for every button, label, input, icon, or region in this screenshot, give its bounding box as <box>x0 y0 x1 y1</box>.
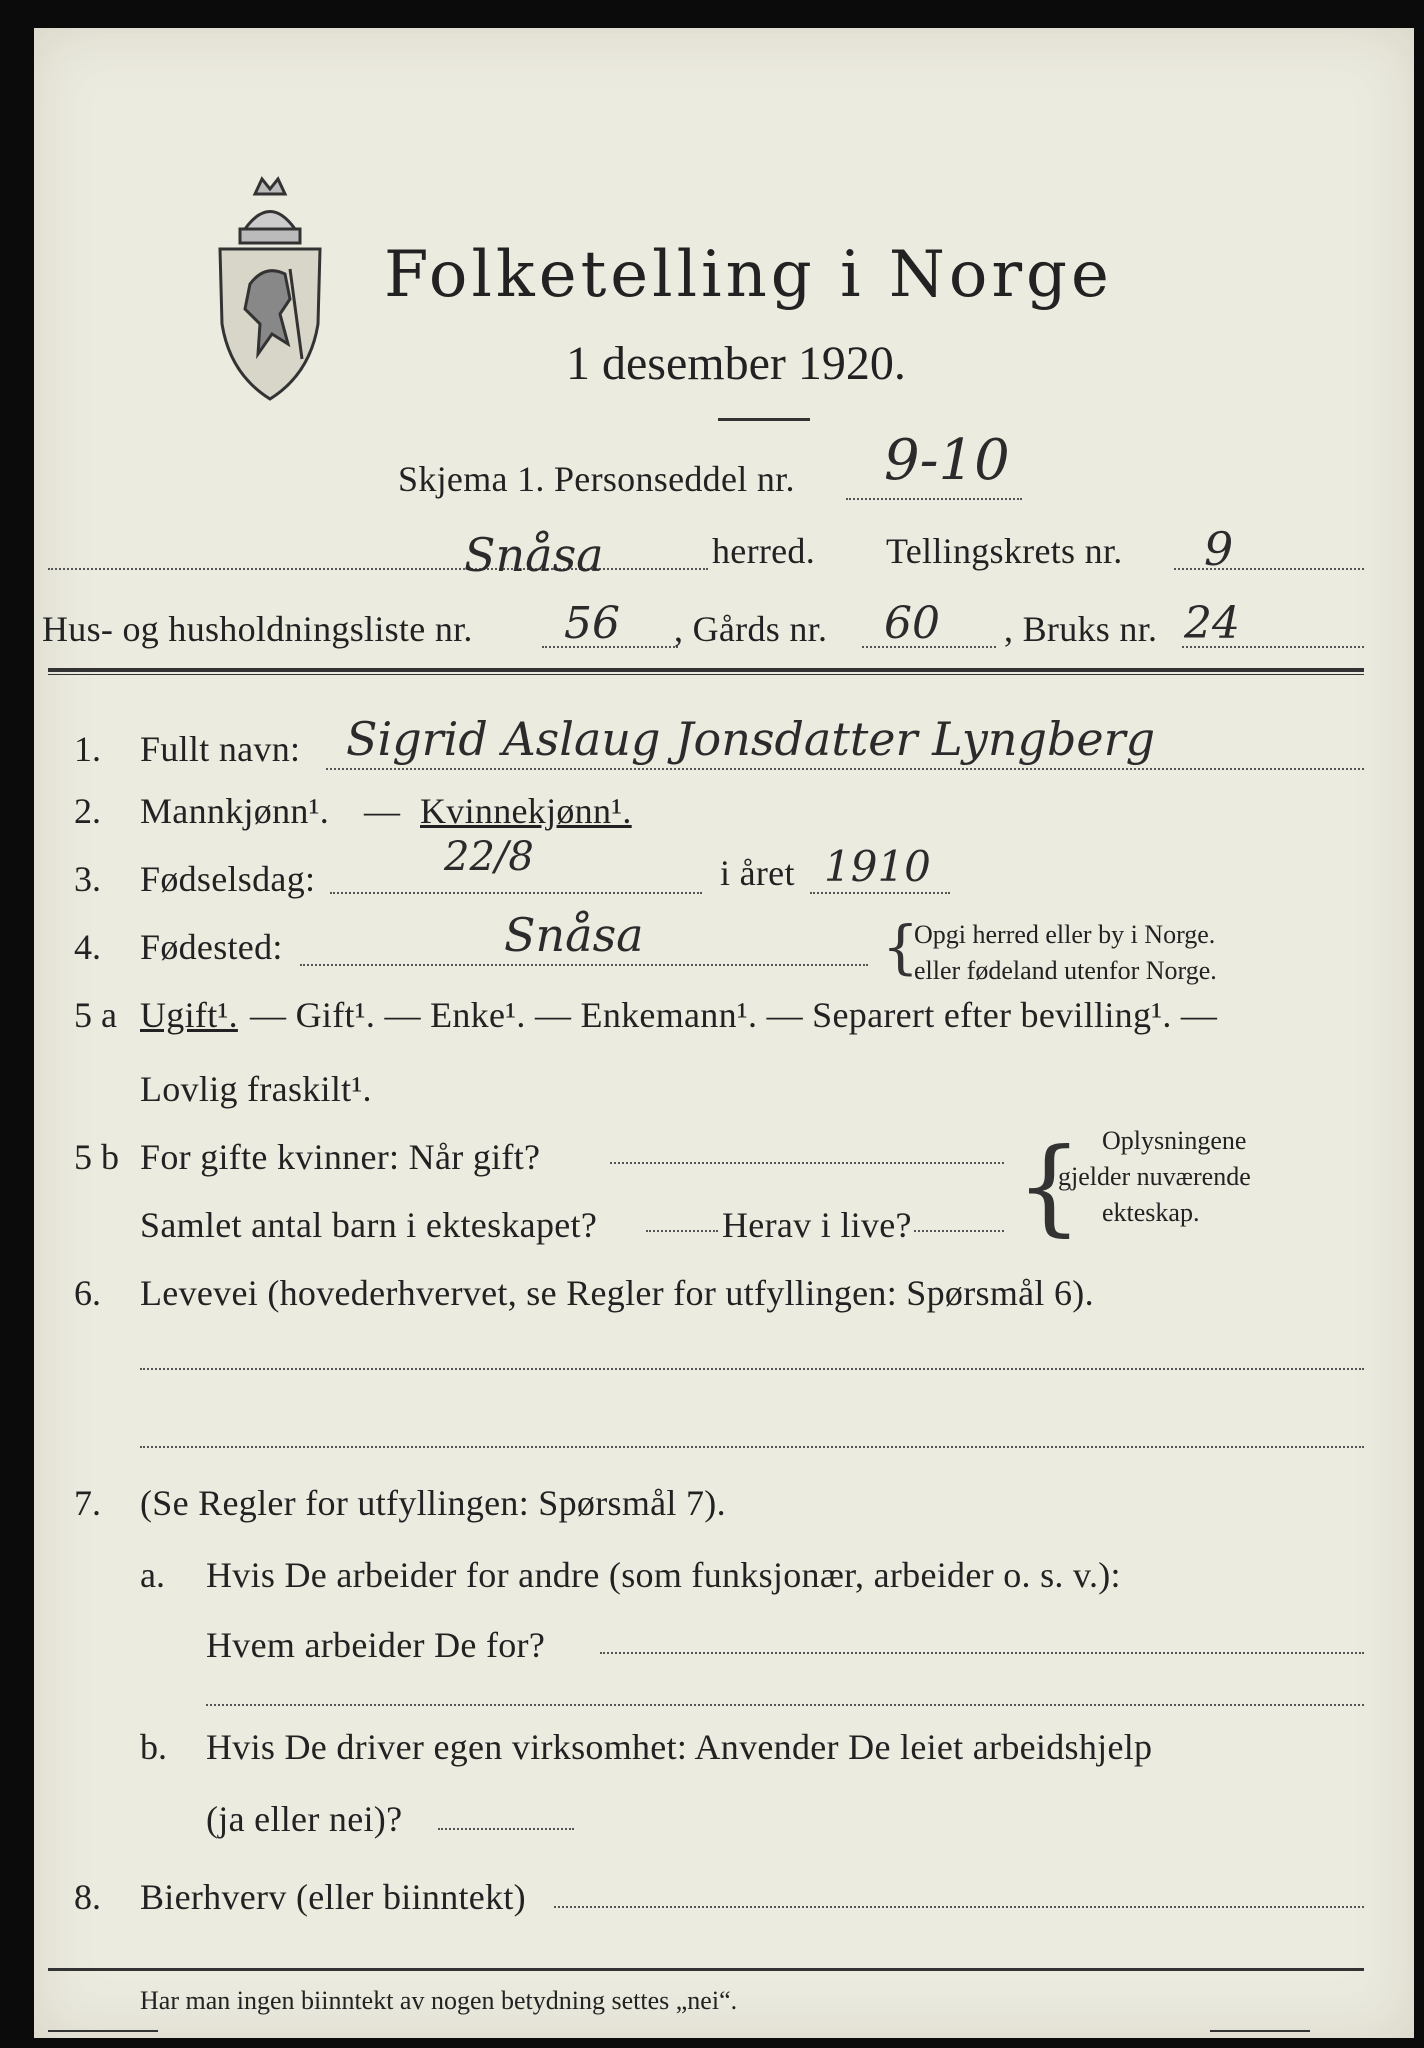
gards-number[interactable]: 60 <box>884 598 940 649</box>
birthday-value[interactable]: 22/8 <box>444 834 534 880</box>
footer-divider <box>48 1968 1364 1971</box>
schema-label: Skjema 1. Personseddel nr. <box>398 459 795 499</box>
herred-label: herred. <box>712 531 816 571</box>
full-name-value[interactable]: Sigrid Aslaug Jonsdatter Lyngberg <box>346 712 1156 766</box>
birthplace-value[interactable]: Snåsa <box>504 908 644 962</box>
q3-number: 3. <box>74 859 101 899</box>
section-divider-thin <box>48 674 1364 675</box>
footer-note: Har man ingen biinntekt av nogen betydning settes „nei“. <box>140 1986 738 2015</box>
q1-label: Fullt navn: <box>140 729 301 769</box>
q5b-note-line3: ekteskap. <box>1102 1198 1200 1227</box>
q5b-note-line1: Oplysningene <box>1102 1126 1247 1155</box>
q5b-children-label: Samlet antal barn i ekteskapet? <box>140 1205 598 1245</box>
q7b-letter: b. <box>140 1727 167 1767</box>
q5b-number: 5 b <box>74 1137 119 1177</box>
census-date: 1 desember 1920. <box>566 337 906 390</box>
q1-line <box>326 768 1364 770</box>
q5a-number: 5 a <box>74 995 117 1035</box>
q7a-employer-label: Hvem arbeider De for? <box>206 1625 546 1665</box>
gards-label: , Gårds nr. <box>674 609 828 649</box>
marital-ugift-selected[interactable]: Ugift¹. <box>140 995 238 1035</box>
tellingskrets-line <box>1174 568 1364 570</box>
q8-number: 8. <box>74 1877 101 1917</box>
q7-number: 7. <box>74 1483 101 1523</box>
q7a-employer-line <box>600 1652 1364 1654</box>
q4-note-line1: Opgi herred eller by i Norge. <box>914 920 1216 949</box>
birth-year-value[interactable]: 1910 <box>824 842 931 891</box>
q3-label: Fødselsdag: <box>140 859 316 899</box>
q7b-answer-label: (ja eller nei)? <box>206 1799 403 1839</box>
q2-dash: — <box>364 791 401 831</box>
schema-line <box>846 498 1022 500</box>
year-line <box>810 892 950 894</box>
norwegian-coat-of-arms-icon <box>210 174 330 414</box>
q5b-alive-line <box>914 1230 1004 1232</box>
title-divider <box>718 418 810 421</box>
q5b-note-line2: gjelder nuværende <box>1058 1162 1251 1191</box>
q5b-married-line <box>610 1162 1004 1164</box>
footer-stub-left <box>48 2030 158 2032</box>
q5b-alive-label: Herav i live? <box>722 1205 912 1245</box>
husholdningsliste-number[interactable]: 56 <box>564 598 620 649</box>
census-form <box>34 28 1414 2038</box>
q5b-children-line <box>646 1230 718 1232</box>
bruks-label: , Bruks nr. <box>1004 609 1158 649</box>
section-divider <box>48 668 1364 672</box>
hus-label: Hus- og husholdningsliste nr. <box>42 609 473 649</box>
q2-male-option[interactable]: Mannkjønn¹. <box>140 791 330 831</box>
q7a-question: Hvis De arbeider for andre (som funksjonær, arbeider o. s. v.): <box>206 1555 1121 1595</box>
q6-number: 6. <box>74 1273 101 1313</box>
q2-number: 2. <box>74 791 101 831</box>
q4-brace: { <box>882 913 919 981</box>
footer-stub-right <box>1210 2030 1310 2032</box>
q2-female-option-selected[interactable]: Kvinnekjønn¹. <box>420 791 632 831</box>
q1-number: 1. <box>74 729 101 769</box>
year-label: i året <box>720 853 795 893</box>
q7b-answer-line <box>438 1828 574 1830</box>
q5b-brace: { <box>1016 1125 1083 1247</box>
q4-label: Fødested: <box>140 927 283 967</box>
q4-note-line2: eller fødeland utenfor Norge. <box>914 956 1217 985</box>
herred-value[interactable]: Snåsa <box>464 528 604 582</box>
q7a-employer-line2 <box>206 1704 1364 1706</box>
q7b-question: Hvis De driver egen virksomhet: Anvender De leiet arbeidshjelp <box>206 1727 1153 1767</box>
q6-line1 <box>140 1368 1364 1370</box>
q7a-letter: a. <box>140 1555 165 1595</box>
q8-line <box>554 1906 1364 1908</box>
q3-line <box>330 892 702 894</box>
tellingskrets-label: Tellingskrets nr. <box>886 531 1123 571</box>
q6-label: Levevei (hovederhvervet, se Regler for utfyllingen: Spørsmål 6). <box>140 1273 1094 1313</box>
herred-line <box>48 568 708 570</box>
q8-label: Bierhverv (eller biinntekt) <box>140 1877 526 1917</box>
marital-fraskilt[interactable]: Lovlig fraskilt¹. <box>140 1069 372 1109</box>
q4-line <box>300 964 868 966</box>
q7-label: (Se Regler for utfyllingen: Spørsmål 7). <box>140 1483 726 1523</box>
q4-number: 4. <box>74 927 101 967</box>
q5b-label: For gifte kvinner: Når gift? <box>140 1137 541 1177</box>
tellingskrets-value[interactable]: 9 <box>1204 522 1234 576</box>
marital-options[interactable]: — Gift¹. — Enke¹. — Enkemann¹. — Separert efter bevilling¹. — <box>250 995 1218 1035</box>
form-title: Folketelling i Norge <box>384 238 1113 312</box>
personseddel-number[interactable]: 9-10 <box>884 428 1010 493</box>
q6-line2 <box>140 1446 1364 1448</box>
bruks-number[interactable]: 24 <box>1184 598 1240 649</box>
